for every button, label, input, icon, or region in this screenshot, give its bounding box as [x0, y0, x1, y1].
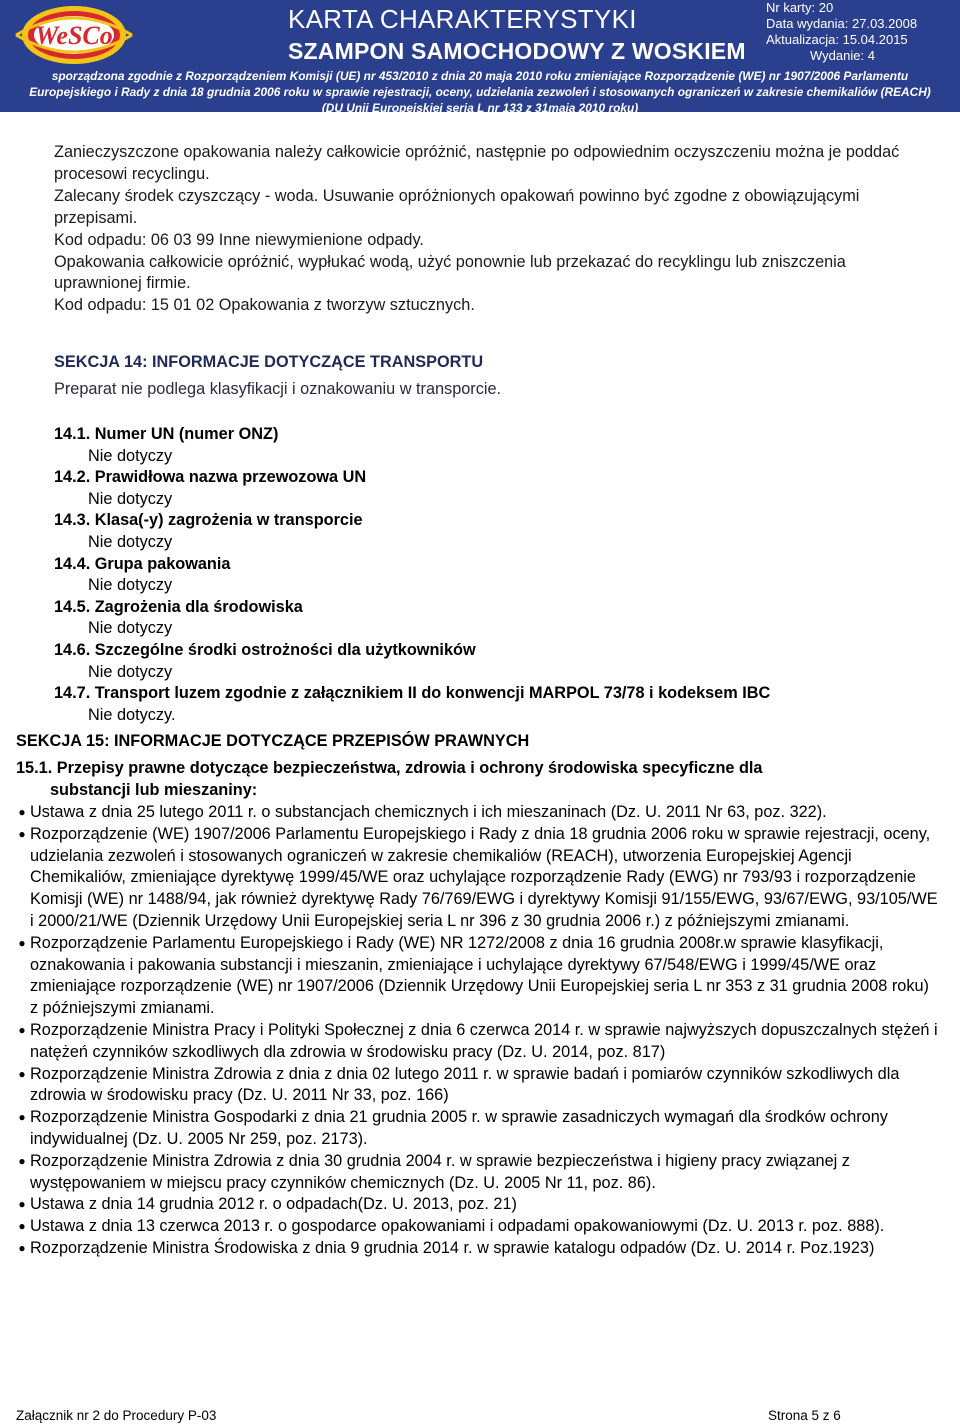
page-number: Strona 5 z 6	[768, 1408, 841, 1423]
document-body	[0, 112, 960, 1402]
edition: Wydanie: 4	[810, 48, 875, 63]
paragraph: Zalecany środek czyszczący - woda. Usuwanie opróżnionych opakowań powinno być zgodne z obowiązującymi przepisami.	[54, 186, 860, 227]
law-text: Ustawa z dnia 25 lutego 2011 r. o substancjach chemicznych i ich mieszaninach (Dz. U. 2011 Nr 63, poz. 322).	[30, 803, 827, 821]
law-text: Rozporządzenie Parlamentu Europejskiego i Rady (WE) NR 1272/2008 z dnia 16 grudnia 2008r.w sprawie klasyfikacji, oznakowania i pakowania substancji i mieszanin, zmieniające i uchylające dyrektywy 67/548/EWG i 1999/45/WE oraz zmieniające rozporządzenie (WE) nr 1907/2006 (Dziennik Urzędowy Unii Europejskiej seria L nr 353 z 31 grudnia 2008 roku) z późniejszymi zmianami.	[30, 933, 929, 1018]
paragraph: Opakowania całkowicie opróżnić, wypłukać wodą, użyć ponownie lub przekazać do recyklingu lub zniszczenia uprawnionej firmie.	[54, 252, 846, 293]
card-number: Nr karty: 20	[766, 0, 834, 15]
list-item	[16, 933, 940, 1020]
item-value: Nie dotyczy	[88, 489, 173, 508]
item-heading: 14.6. Szczególne środki ostrożności dla użytkowników	[54, 640, 476, 659]
bullet-icon: ●	[18, 1219, 26, 1234]
footer-annex: Załącznik nr 2 do Procedury P-03	[16, 1408, 217, 1423]
bullet-icon: ●	[18, 935, 26, 950]
item-value: Nie dotyczy	[88, 619, 173, 638]
transport-items	[54, 424, 934, 726]
update-date: Aktualizacja: 15.04.2015	[766, 32, 908, 47]
list-item	[16, 1064, 940, 1108]
law-text: Rozporządzenie Ministra Zdrowia z dnia z dnia 02 lutego 2011 r. w sprawie badań i pomiarów czynników szkodliwych dla zdrowia w środowisku pracy (Dz. U. 2011 Nr 33, poz. 166)	[30, 1064, 900, 1105]
list-item	[16, 1151, 940, 1195]
section-14-title: SEKCJA 14: INFORMACJE DOTYCZĄCE TRANSPORTU	[54, 353, 484, 371]
law-text: Rozporządzenie Ministra Środowiska z dnia 9 grudnia 2014 r. w sprawie katalogu odpadów (Dz. U. 2014 r. Poz.1923)	[30, 1238, 875, 1257]
item-heading: 14.7. Transport luzem zgodnie z załącznikiem II do konwencji MARPOL 73/78 i kodeksem IBC	[54, 684, 771, 703]
item-value: Nie dotyczy	[88, 662, 173, 681]
bullet-icon: ●	[18, 805, 26, 819]
regulation-line: sporządzona zgodnie z Rozporządzeniem Komisji (UE) nr 453/2010 z dnia 20 maja 2010 roku zmieniające Rozporządzenie (WE) nr 1907/2006 Parlamentu	[51, 69, 909, 83]
list-item	[16, 1216, 940, 1238]
law-text: Rozporządzenie Ministra Gospodarki z dnia 21 grudnia 2005 r. w sprawie zasadniczych wymagań dla środków ochrony indywidualnej (Dz. U. 2005 Nr 259, poz. 2173).	[30, 1108, 888, 1148]
bullet-icon: ●	[18, 1240, 26, 1255]
bullet-icon: ●	[18, 1066, 26, 1081]
list-item	[16, 1107, 940, 1151]
section-15-subtitle	[16, 758, 936, 801]
section-15-title: SEKCJA 15: INFORMACJE DOTYCZĄCE PRZEPISÓW PRAWNYCH	[16, 732, 530, 750]
item-heading: 14.3. Klasa(-y) zagrożenia w transporcie	[54, 511, 363, 530]
wesco-logo-icon	[14, 3, 174, 67]
item-value: Nie dotyczy	[88, 446, 173, 465]
item-value: Nie dotyczy.	[88, 705, 176, 724]
item-value: Nie dotyczy	[88, 576, 173, 595]
issue-date: Data wydania: 27.03.2008	[766, 16, 918, 31]
document-header	[0, 0, 960, 115]
bullet-icon: ●	[18, 1110, 26, 1125]
list-item	[16, 824, 940, 933]
list-item	[16, 1194, 940, 1216]
item-heading: 14.5. Zagrożenia dla środowiska	[54, 597, 303, 616]
title-line-1: KARTA CHARAKTERYSTYKI	[288, 4, 637, 34]
title-line-2: SZAMPON SAMOCHODOWY Z WOSKIEM	[288, 38, 746, 64]
list-item	[16, 802, 940, 824]
bullet-icon: ●	[18, 1022, 26, 1037]
item-heading: 14.1. Numer UN (numer ONZ)	[54, 425, 279, 443]
subtitle-line: 15.1. Przepisy prawne dotyczące bezpieczeństwa, zdrowia i ochrony środowiska specyficzne dla	[16, 759, 763, 777]
law-text: Rozporządzenie Ministra Zdrowia z dnia 30 grudnia 2004 r. w sprawie bezpieczeństwa i higieny pracy związanej z występowaniem w miejscu pracy czynników chemicznych (Dz. U. 2005 Nr 11, poz. 86).	[30, 1151, 850, 1192]
disposal-paragraphs	[54, 142, 934, 317]
logo-text: WeSCo	[35, 21, 113, 50]
section-14-note: Preparat nie podlega klasyfikacji i oznakowaniu w transporcie.	[54, 380, 502, 398]
law-text: Ustawa z dnia 13 czerwca 2013 r. o gospodarce opakowaniami i odpadami opakowaniowymi (Dz. U. 2013 r. poz. 888).	[30, 1217, 885, 1236]
subtitle-line: substancji lub mieszaniny:	[50, 780, 258, 799]
document-title	[288, 2, 758, 63]
law-text: Rozporządzenie (WE) 1907/2006 Parlamentu Europejskiego i Rady z dnia 18 grudnia 2006 roku w sprawie rejestracji, oceny, udzielania zezwoleń i stosowanych ograniczeń w zakresie chemikaliów (REACH), utworzenia Europejskiej Agencji Chemikaliów, zmieniające dyrektywę 1999/45/WE oraz uchylające rozporządzenie Rady (EWG) nr 793/93 i rozporządzenie Komisji (WE) nr 1488/94, jak również dyrektywę Rady 76/769/EWG i dyrektywy Komisji 91/155/EWG, 93/67/EWG, 93/105/WE i 2000/21/WE (Dziennik Urzędowy Unii Europejskiej seria L nr 396 z 30 grudnia 2006 r.) z późniejszymi zmianami.	[30, 824, 938, 930]
bullet-icon: ●	[18, 1197, 26, 1212]
item-heading: 14.4. Grupa pakowania	[54, 554, 231, 573]
item-heading: 14.2. Prawidłowa nazwa przewozowa UN	[54, 468, 367, 487]
item-value: Nie dotyczy	[88, 532, 173, 551]
law-list	[16, 802, 940, 1260]
list-item	[16, 1020, 940, 1064]
company-logo	[14, 3, 174, 67]
document-meta	[766, 0, 956, 64]
law-text: Ustawa z dnia 14 grudnia 2012 r. o odpadach(Dz. U. 2013, poz. 21)	[30, 1195, 517, 1214]
regulation-line: Europejskiego i Rady z dnia 18 grudnia 2006 roku w sprawie rejestracji, oceny, udzielania zezwoleń i stosowanych ograniczeń w zakresie chemikaliów (REACH)	[29, 85, 931, 99]
bullet-icon: ●	[18, 1153, 26, 1168]
paragraph: Kod odpadu: 15 01 02 Opakowania z tworzyw sztucznych.	[54, 296, 475, 315]
list-item	[16, 1238, 940, 1260]
paragraph: Kod odpadu: 06 03 99 Inne niewymienione odpady.	[54, 230, 424, 249]
paragraph: Zanieczyszczone opakowania należy całkowicie opróżnić, następnie po odpowiednim oczyszczeniu można je poddać procesowi recyclingu.	[54, 143, 900, 183]
law-text: Rozporządzenie Ministra Pracy i Polityki Społecznej z dnia 6 czerwca 2014 r. w sprawie najwyższych dopuszczalnych stężeń i natężeń czynników szkodliwych dla zdrowia w środowisku pracy (Dz. U. 2014, poz. 817)	[30, 1020, 938, 1061]
regulation-note	[0, 68, 960, 116]
regulation-line: (DU Unii Europejskiej seria L nr 133 z 31maja 2010 roku)	[321, 101, 639, 115]
bullet-icon: ●	[18, 826, 26, 841]
